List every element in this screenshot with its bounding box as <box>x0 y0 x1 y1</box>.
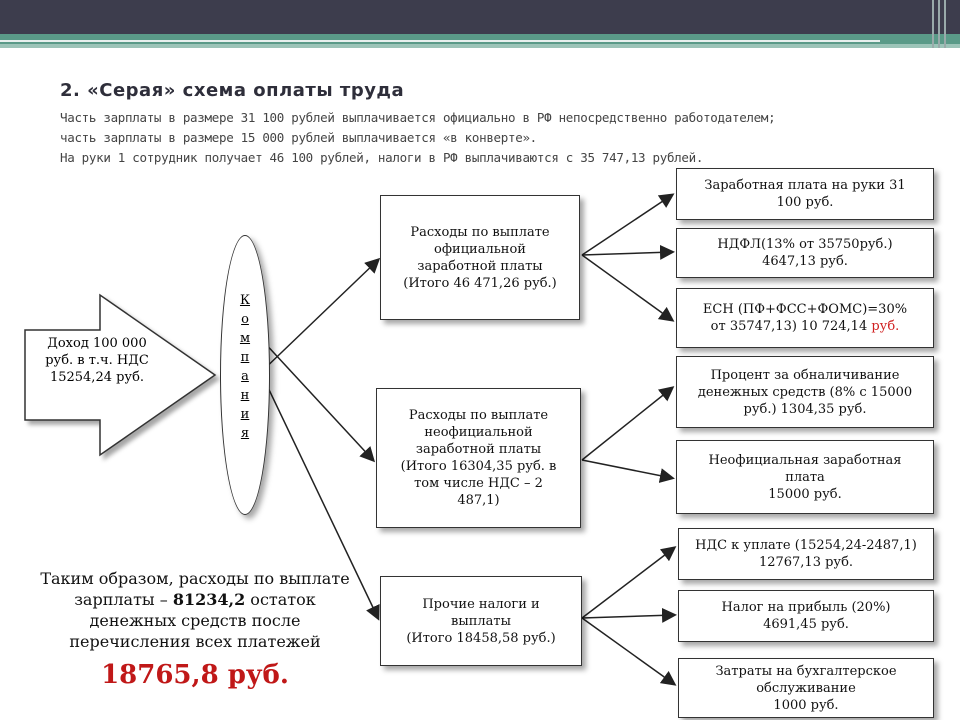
arrow-other-vat <box>582 548 674 618</box>
subtitle-line: На руки 1 сотрудник получает 46 100 рублей, налоги в РФ выплачиваются с 35 747,13 рублей. <box>60 150 704 165</box>
conclusion-total: 18765,8 руб. <box>101 660 289 690</box>
conclusion-text: Таким образом, расходы по выплате зарплаты – 81234,2 остаток денежных средств после перечисления всех платежей <box>40 569 350 651</box>
salary-box: Заработная плата на руки 31 100 руб. <box>676 168 934 220</box>
arrow-other-profit <box>582 615 674 618</box>
income-arrow: Доход 100 000 руб. в т.ч. НДС 15254,24 руб. <box>45 336 149 385</box>
official-expenses-box: Расходы по выплате официальной заработной платы (Итого 46 471,26 руб.) <box>380 195 580 320</box>
company-label: К о м п а н и я <box>239 293 251 441</box>
arrow-other-accounting <box>582 618 674 684</box>
arrow-unofficial-salary <box>582 460 672 478</box>
arrow-unofficial-cashout <box>582 388 672 460</box>
vat-box: НДС к уплате (15254,24-2487,1) 12767,13 руб. <box>678 528 934 580</box>
esn-box: ЕСН (ПФ+ФСС+ФОМС)=30% от 35747,13) 10 724,14 руб. <box>676 288 934 348</box>
ndfl-box: НДФЛ(13% от 35750руб.) 4647,13 руб. <box>676 228 934 278</box>
other-taxes-box: Прочие налоги и выплаты (Итого 18458,58 руб.) <box>380 576 582 666</box>
arrow-company-unofficial <box>262 340 373 460</box>
unofficial-expenses-box: Расходы по выплате неофициальной заработной платы (Итого 16304,35 руб. в том числе НДС – 2 487,1) <box>376 388 581 528</box>
unofficial-salary-box: Неофициальная заработная плата 15000 руб. <box>676 440 934 514</box>
company-oval <box>220 235 270 515</box>
subtitle-line: Часть зарплаты в размере 31 100 рублей выплачивается официально в РФ непосредственно работодателем; <box>60 110 776 125</box>
accounting-box: Затраты на бухгалтерское обслуживание 1000 руб. <box>678 658 934 718</box>
cashout-box: Процент за обналичивание денежных средств (8% с 15000 руб.) 1304,35 руб. <box>676 356 934 428</box>
arrow-official-esn <box>582 255 672 320</box>
slide-title: 2. «Серая» схема оплаты труда <box>60 80 405 101</box>
profit-tax-box: Налог на прибыль (20%) 4691,45 руб. <box>678 590 934 642</box>
arrow-official-salary <box>582 195 672 255</box>
subtitle-line: часть зарплаты в размере 15 000 рублей выплачивается «в конверте». <box>60 130 537 145</box>
arrow-official-ndfl <box>582 252 672 255</box>
arrow-company-official <box>258 260 378 375</box>
